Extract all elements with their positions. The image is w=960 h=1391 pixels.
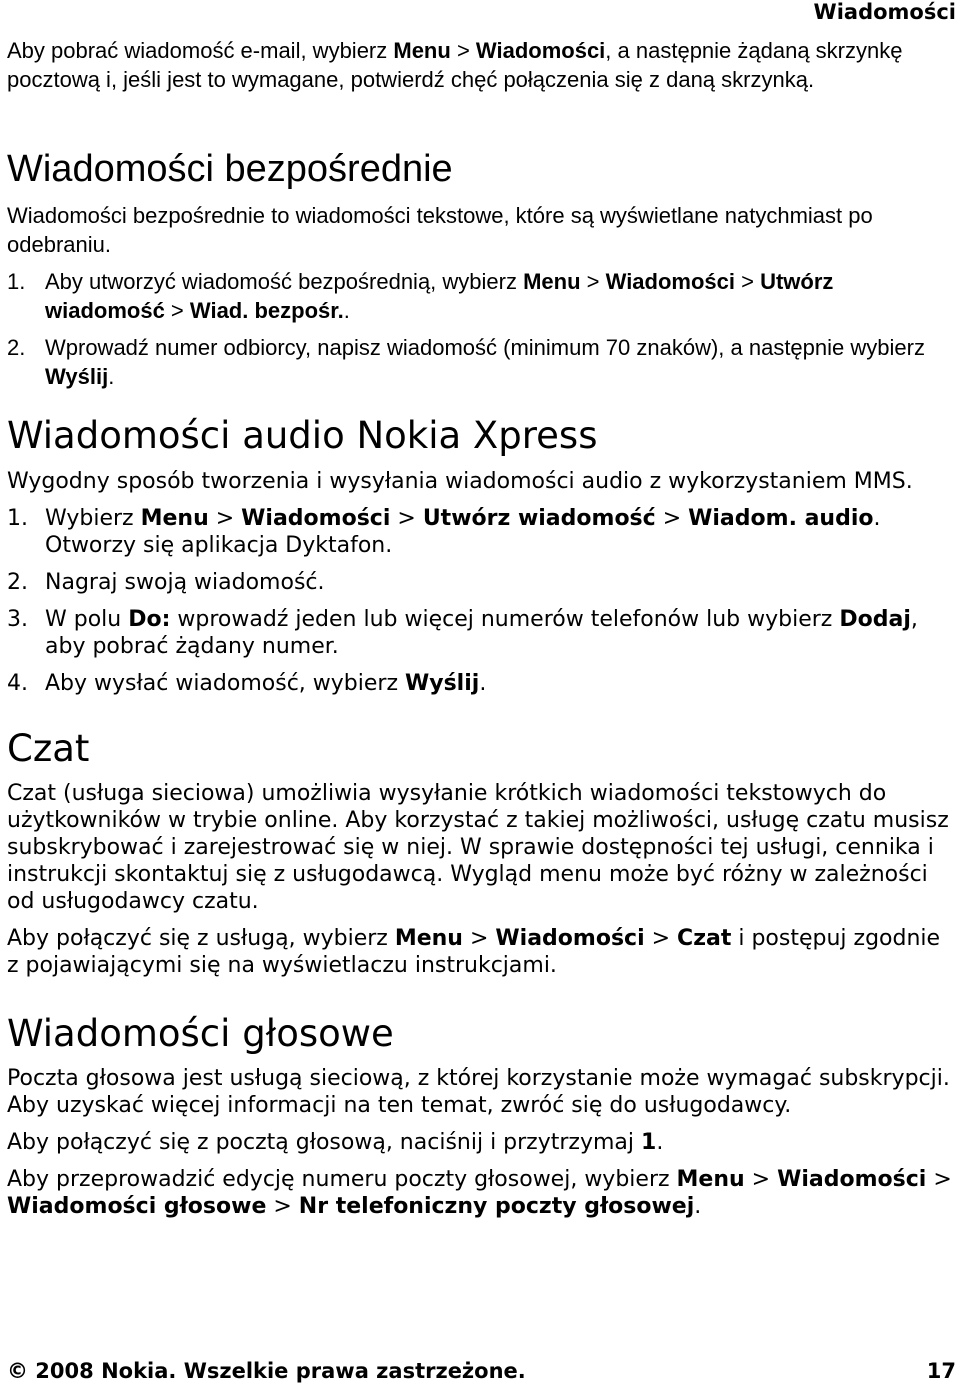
audio-description: Wygodny sposób tworzenia i wysyłania wiadomości audio z wykorzystaniem MMS. bbox=[7, 469, 913, 494]
step-number: 1. bbox=[7, 506, 28, 531]
path-separator: > bbox=[450, 38, 476, 63]
menu-path-item: Menu bbox=[140, 506, 209, 531]
page-footer bbox=[7, 1358, 956, 1384]
step-text: W polu bbox=[45, 607, 129, 632]
step-number: 3. bbox=[7, 607, 28, 632]
menu-path-item: Wiadomości bbox=[475, 38, 606, 63]
intro-text: , a następnie żądaną skrzynkę pocztową i, jeśli jest to wymagane, potwierdź chęć połączenia się z daną skrzynką. bbox=[7, 38, 903, 92]
path-separator: > bbox=[655, 506, 689, 531]
audio-messages-section bbox=[7, 468, 956, 697]
menu-path-item: Wiad. bezpośr. bbox=[189, 298, 344, 323]
menu-path-item: Wiadomości bbox=[495, 926, 645, 951]
path-separator: > bbox=[744, 1167, 778, 1192]
voice-messages-heading: Wiadomości głosowe bbox=[7, 1012, 394, 1055]
menu-path-item: Wyślij bbox=[45, 364, 109, 389]
audio-messages-heading: Wiadomości audio Nokia Xpress bbox=[7, 414, 598, 457]
menu-path-item: Utwórz wiadomość bbox=[45, 269, 834, 323]
step-text: , aby pobrać żądany numer. bbox=[45, 607, 918, 659]
path-separator: > bbox=[926, 1167, 952, 1192]
paragraph-text: Aby połączyć się z pocztą głosową, naciśnij i przytrzymaj bbox=[7, 1130, 642, 1155]
voice-edit-instruction bbox=[7, 1166, 956, 1220]
menu-path-item: Czat bbox=[677, 926, 732, 951]
path-separator: > bbox=[462, 926, 496, 951]
step-text: . bbox=[108, 364, 115, 389]
step-text: Aby utworzyć wiadomość bezpośrednią, wybierz bbox=[45, 269, 524, 294]
page-number: 17 bbox=[926, 1359, 956, 1383]
flash-step-2 bbox=[7, 333, 956, 391]
audio-step-2 bbox=[7, 569, 956, 596]
chat-instructions bbox=[7, 925, 956, 979]
paragraph-text: . bbox=[656, 1130, 664, 1155]
step-text: . bbox=[343, 298, 350, 323]
flash-step-1 bbox=[7, 267, 956, 325]
menu-path-item: Menu bbox=[523, 269, 581, 294]
menu-path-item: Nr telefoniczny poczty głosowej bbox=[298, 1194, 695, 1219]
copyright-notice: © 2008 Nokia. Wszelkie prawa zastrzeżone. bbox=[7, 1359, 526, 1383]
step-text: Wprowadź numer odbiorcy, napisz wiadomość (minimum 70 znaków), a następnie wybierz bbox=[45, 335, 925, 360]
menu-path-item: Dodaj bbox=[839, 607, 911, 632]
menu-path-item: Menu bbox=[393, 38, 451, 63]
section-header: Wiadomości bbox=[813, 0, 956, 24]
field-label: Do: bbox=[128, 607, 171, 632]
menu-path-item: Wiadomości bbox=[777, 1167, 927, 1192]
key-label: 1 bbox=[641, 1130, 657, 1155]
path-separator: > bbox=[266, 1194, 299, 1219]
step-number: 2. bbox=[7, 570, 28, 595]
menu-path-item: Menu bbox=[676, 1167, 745, 1192]
flash-messages-section bbox=[7, 201, 956, 391]
step-text: Aby wysłać wiadomość, wybierz bbox=[45, 671, 405, 696]
step-text: Wybierz bbox=[45, 506, 141, 531]
menu-path-item: Wyślij bbox=[404, 671, 480, 696]
menu-path-item: Wiadomości bbox=[605, 269, 736, 294]
voice-call-instruction bbox=[7, 1129, 956, 1156]
path-separator: > bbox=[735, 269, 761, 294]
audio-step-3 bbox=[7, 606, 956, 660]
audio-step-1 bbox=[7, 505, 956, 559]
menu-path-item: Menu bbox=[394, 926, 463, 951]
step-text: wprowadź jeden lub więcej numerów telefonów lub wybierz bbox=[170, 607, 840, 632]
audio-step-4 bbox=[7, 670, 956, 697]
path-separator: > bbox=[208, 506, 242, 531]
path-separator: > bbox=[164, 298, 190, 323]
menu-path-item: Wiadomości bbox=[241, 506, 391, 531]
flash-description: Wiadomości bezpośrednie to wiadomości tekstowe, które są wyświetlane natychmiast po odebraniu. bbox=[7, 203, 873, 257]
path-separator: > bbox=[580, 269, 606, 294]
paragraph-text: Aby przeprowadzić edycję numeru poczty głosowej, wybierz bbox=[7, 1167, 677, 1192]
voice-messages-section bbox=[7, 1065, 956, 1220]
step-text: . Otworzy się aplikacja Dyktafon. bbox=[45, 506, 881, 558]
step-number: 4. bbox=[7, 671, 28, 696]
chat-section bbox=[7, 780, 956, 979]
chat-heading: Czat bbox=[7, 727, 90, 770]
chat-description: Czat (usługa sieciowa) umożliwia wysyłanie krótkich wiadomości tekstowych do użytkowników w trybie online. Aby korzystać z takiej możliwości, usługę czatu musisz subskrybować i zarejestrować się w niej. W sprawie dostępności tej usługi, cennika i instrukcji skontaktuj się z usługodawcą. Wygląd menu może być różny w zależności od usługodawcy czatu. bbox=[7, 781, 949, 914]
intro-paragraph bbox=[7, 36, 956, 94]
step-number: 2. bbox=[7, 335, 26, 360]
paragraph-text: Aby połączyć się z usługą, wybierz bbox=[7, 926, 395, 951]
path-separator: > bbox=[390, 506, 423, 531]
menu-path-item: Wiadomości głosowe bbox=[7, 1194, 267, 1219]
paragraph-text: i postępuj zgodnie z pojawiającymi się na wyświetlaczu instrukcjami. bbox=[7, 926, 941, 978]
intro-text: Aby pobrać wiadomość e-mail, wybierz bbox=[7, 38, 394, 63]
step-text: . bbox=[479, 671, 487, 696]
menu-path-item: Utwórz wiadomość bbox=[422, 506, 656, 531]
step-text: Nagraj swoją wiadomość. bbox=[45, 570, 325, 595]
step-number: 1. bbox=[7, 269, 26, 294]
paragraph-text: . bbox=[694, 1194, 702, 1219]
path-separator: > bbox=[644, 926, 678, 951]
flash-messages-heading: Wiadomości bezpośrednie bbox=[7, 148, 453, 190]
menu-path-item: Wiadom. audio bbox=[688, 506, 874, 531]
voice-description: Poczta głosowa jest usługą sieciową, z której korzystanie może wymagać subskrypcji. Aby uzyskać więcej informacji na ten temat, zwróć się do usługodawcy. bbox=[7, 1066, 950, 1118]
